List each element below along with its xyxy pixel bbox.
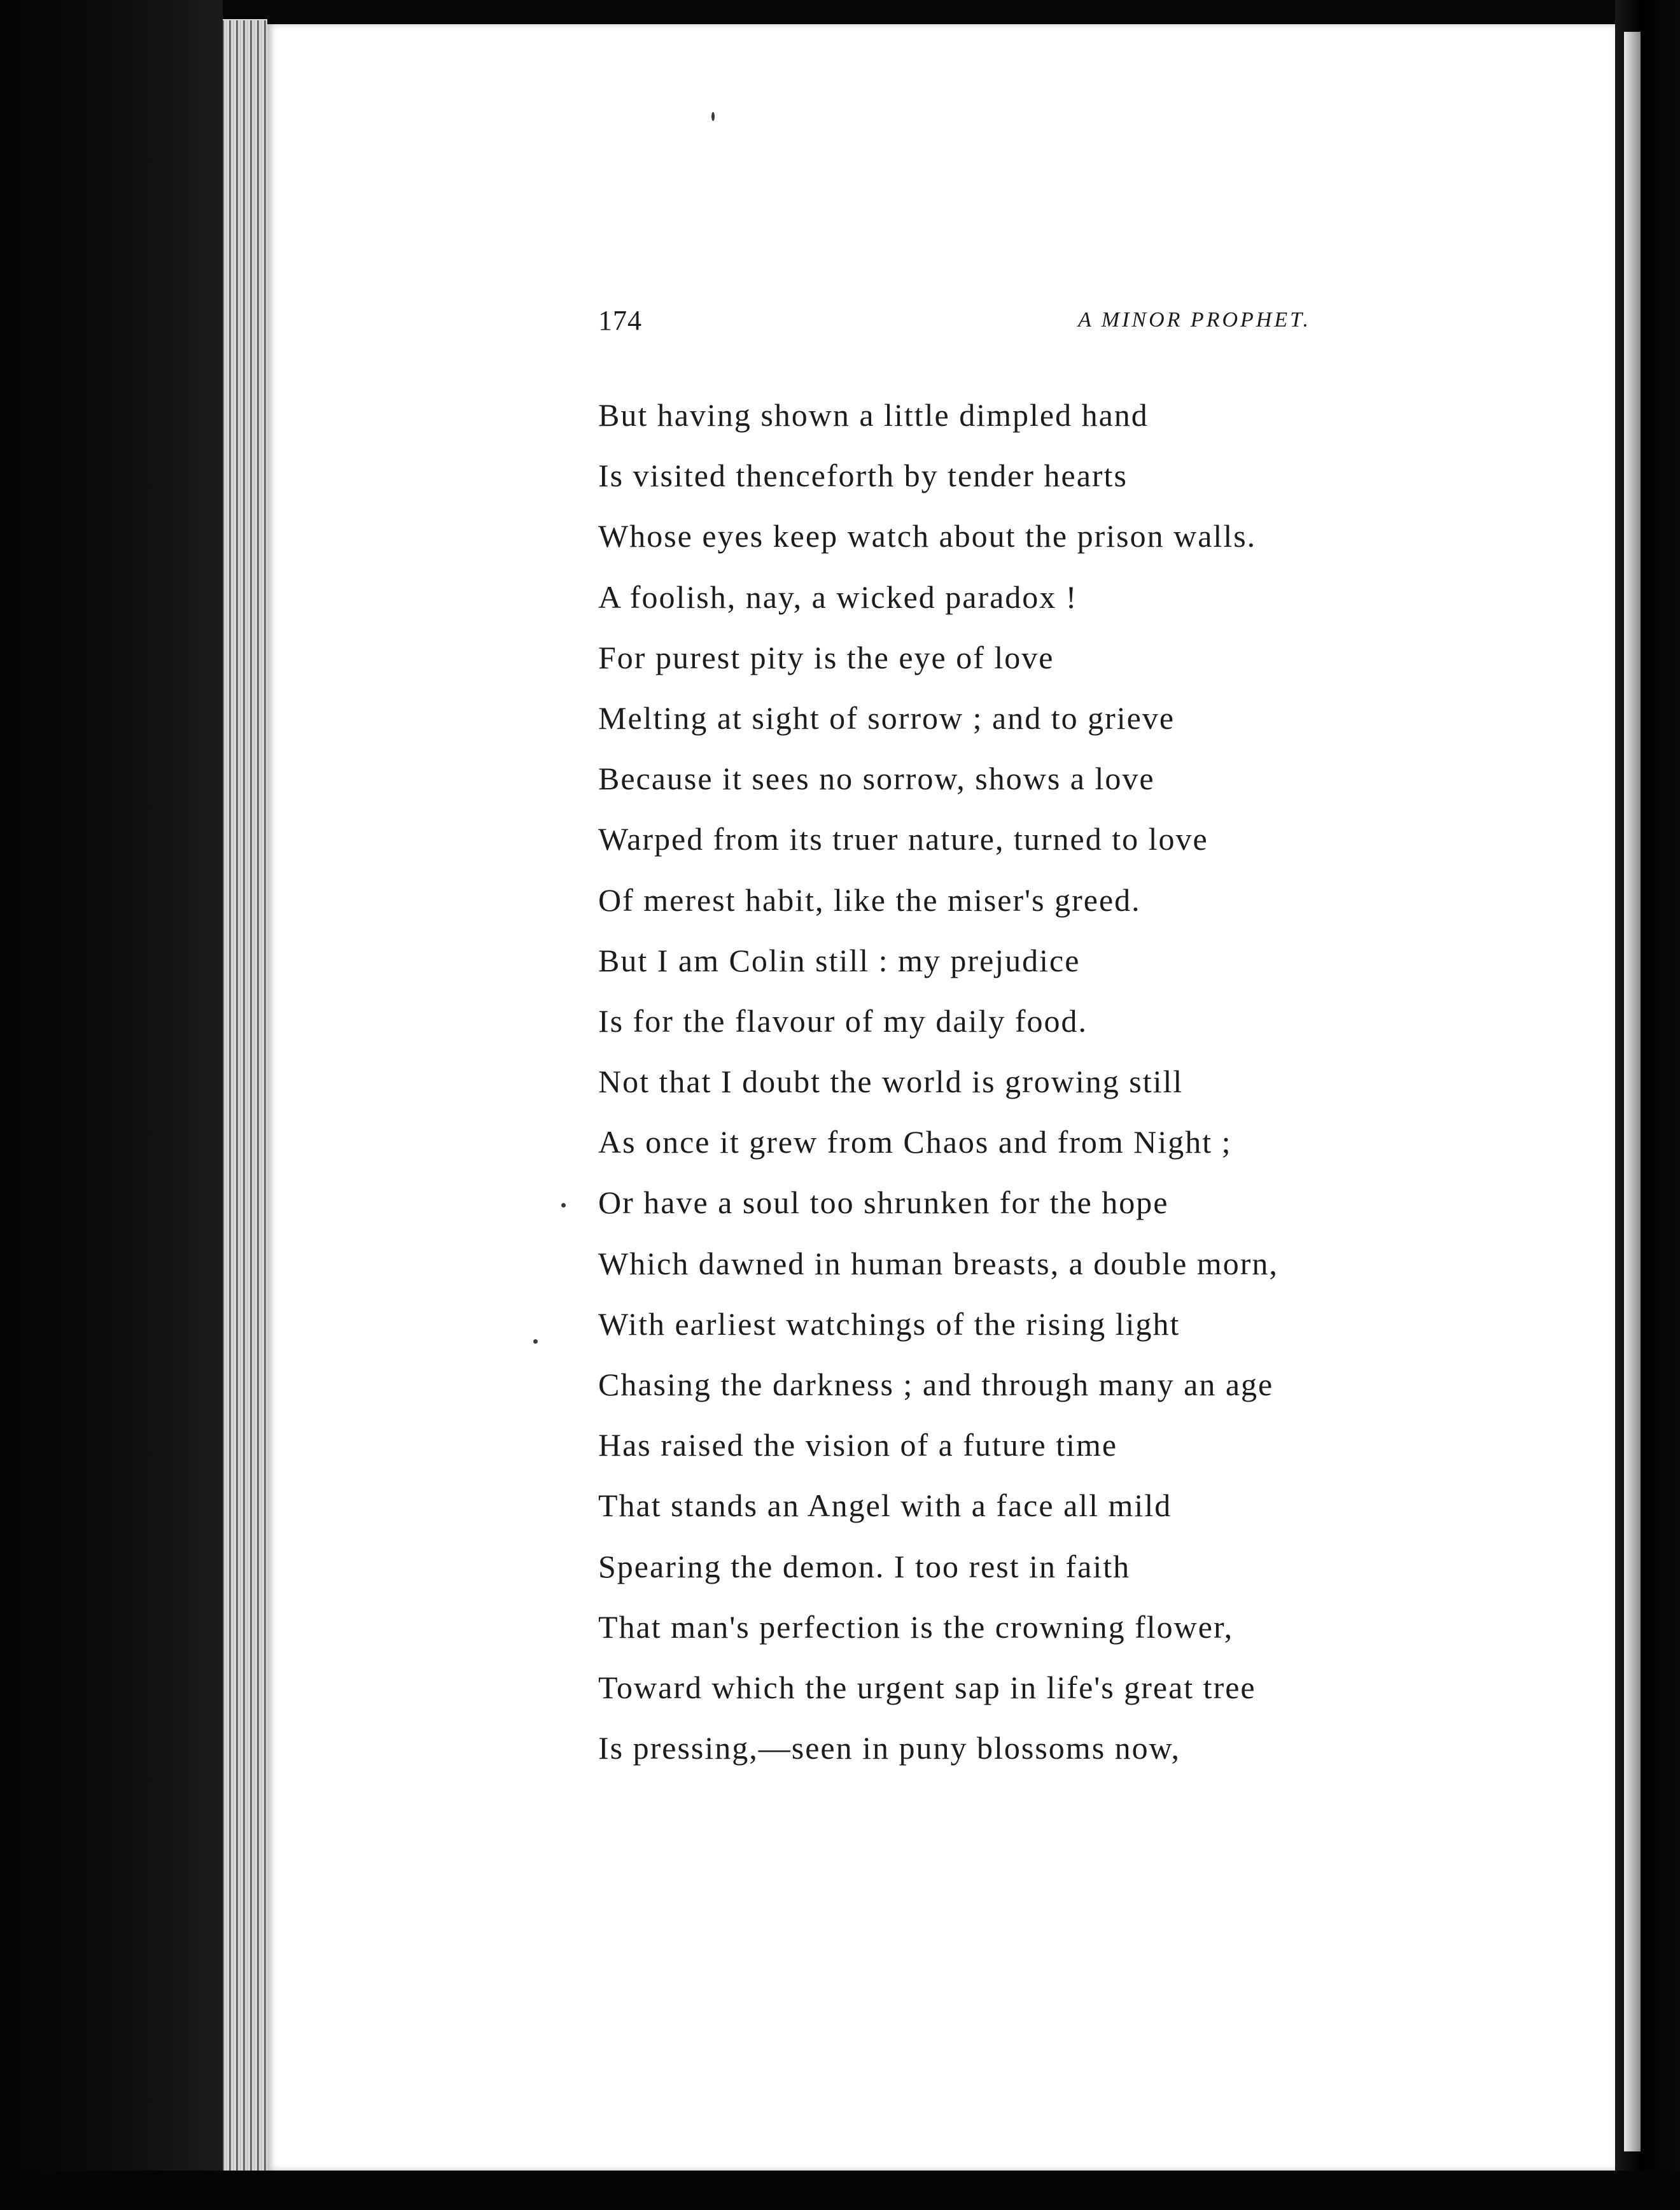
poem-line: Spearing the demon. I too rest in faith (598, 1548, 1131, 1584)
poem-line: Chasing the darkness ; and through many an age (598, 1367, 1274, 1402)
poem-line: Is visited thenceforth by tender hearts (598, 458, 1128, 494)
poem-line: Has raised the vision of a future time (598, 1427, 1118, 1463)
running-header (598, 304, 1311, 349)
poem-line: Not that I doubt the world is growing still (598, 1064, 1184, 1100)
poem-line: Toward which the urgent sap in life's great tree (598, 1669, 1256, 1705)
dust-speck (533, 1339, 538, 1344)
poem-line: Because it sees no sorrow, shows a love (598, 761, 1155, 797)
poem-line: Melting at sight of sorrow ; and to grieve (598, 700, 1175, 736)
bottom-scan-border (0, 2171, 1680, 2210)
poem-text (598, 390, 1438, 1783)
page-edges (223, 19, 267, 2178)
poem-line: Warped from its truer nature, turned to love (598, 821, 1208, 857)
poem-line: Is for the flavour of my daily food. (598, 1003, 1088, 1039)
dust-speck (561, 1203, 566, 1207)
poem-line: Of merest habit, like the miser's greed. (598, 882, 1141, 918)
poem-line: Is pressing,—seen in puny blossoms now, (598, 1730, 1181, 1766)
poem-line: For purest pity is the eye of love (598, 639, 1054, 675)
poem-line: Whose eyes keep watch about the prison walls. (598, 518, 1257, 554)
running-title: A MINOR PROPHET. (1078, 308, 1311, 332)
facing-page-sliver (1624, 32, 1641, 2151)
page-number: 174 (598, 305, 642, 336)
book-binding-edge (0, 0, 223, 2210)
poem-line: But I am Colin still : my prejudice (598, 942, 1081, 978)
poem-line: A foolish, nay, a wicked paradox ! (598, 579, 1078, 615)
dust-speck (711, 112, 715, 121)
poem-line: But having shown a little dimpled hand (598, 397, 1149, 433)
poem-line: Or have a soul too shrunken for the hope (598, 1185, 1169, 1221)
poem-line: That man's perfection is the crowning flower, (598, 1608, 1234, 1645)
poem-line: Which dawned in human breasts, a double morn, (598, 1245, 1278, 1281)
poem-line: That stands an Angel with a face all mild (598, 1488, 1172, 1524)
poem-line: With earliest watchings of the rising light (598, 1306, 1180, 1342)
poem-line: As once it grew from Chaos and from Night ; (598, 1124, 1232, 1160)
